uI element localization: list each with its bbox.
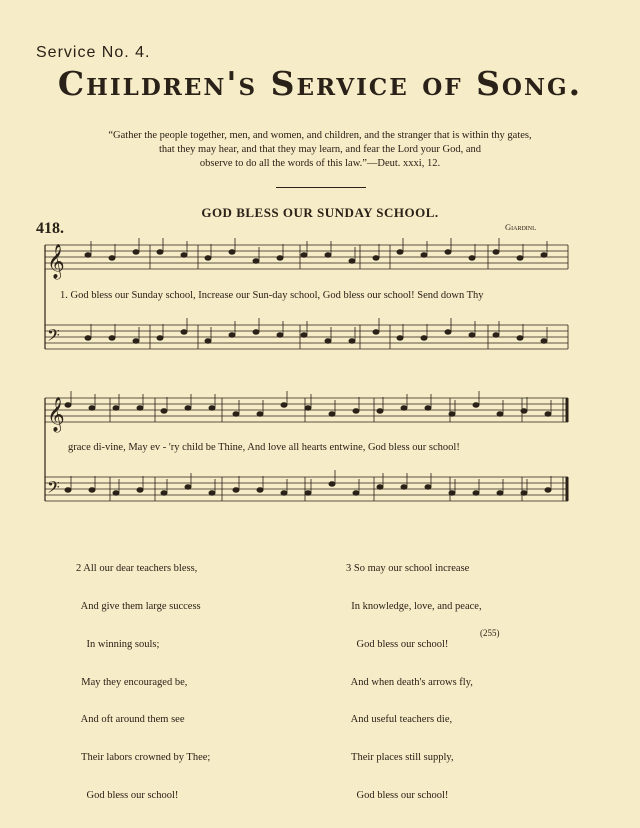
composer-name: Giardini. xyxy=(505,222,537,232)
note-head xyxy=(377,409,383,413)
verse-2 xyxy=(76,538,210,828)
note-head xyxy=(401,485,407,489)
note-head xyxy=(205,256,211,260)
note-head xyxy=(421,253,427,257)
note-head xyxy=(253,259,259,263)
note-head xyxy=(445,250,451,254)
note-head xyxy=(205,339,211,343)
note-head xyxy=(133,339,139,343)
verse-3-line: Their places still supply, xyxy=(346,752,454,764)
note-head xyxy=(541,253,547,257)
note-head xyxy=(89,406,95,410)
note-head xyxy=(329,482,335,486)
note-head xyxy=(229,250,235,254)
note-head xyxy=(209,406,215,410)
note-head xyxy=(157,250,163,254)
note-head xyxy=(373,330,379,334)
note-head xyxy=(473,403,479,407)
note-head xyxy=(281,403,287,407)
note-head xyxy=(209,491,215,495)
verse-3 xyxy=(346,538,482,828)
verse-2-line: And give them large success xyxy=(76,600,201,612)
note-head xyxy=(521,491,527,495)
clefs xyxy=(47,244,65,501)
service-number: Service No. 4. xyxy=(36,44,151,61)
note-head xyxy=(493,250,499,254)
note-head xyxy=(281,491,287,495)
note-head xyxy=(277,333,283,337)
note-head xyxy=(85,336,91,340)
note-head xyxy=(185,485,191,489)
note-heads xyxy=(65,238,551,495)
note-head xyxy=(497,412,503,416)
epigraph-line-1: “Gather the people together, men, and women, and children, and the stranger that is within thy gates, xyxy=(108,130,532,141)
note-head xyxy=(469,256,475,260)
note-head xyxy=(353,491,359,495)
verse-3-line: And useful teachers die, xyxy=(346,714,453,726)
verse-2-line: 2 All our dear teachers bless, xyxy=(76,563,198,575)
hymn-number: 418. xyxy=(36,220,64,237)
note-head xyxy=(229,333,235,337)
note-head xyxy=(257,488,263,492)
note-head xyxy=(517,336,523,340)
note-head xyxy=(305,406,311,410)
note-head xyxy=(329,412,335,416)
epigraph-line-3: observe to do all the words of this law.”—Deut. xxxi, 12. xyxy=(199,158,441,169)
verse-3-line: 3 So may our school increase xyxy=(346,563,470,575)
verse-2-line: May they encouraged be, xyxy=(76,676,188,688)
verse-3-line: God bless our school! xyxy=(346,638,449,650)
note-head xyxy=(137,488,143,492)
note-head xyxy=(517,256,523,260)
note-head xyxy=(65,488,71,492)
note-head xyxy=(65,403,71,407)
note-head xyxy=(109,336,115,340)
note-head xyxy=(541,339,547,343)
note-head xyxy=(349,259,355,263)
note-head xyxy=(133,250,139,254)
note-head xyxy=(521,409,527,413)
note-head xyxy=(181,330,187,334)
verse-3-line: And when death's arrows fly, xyxy=(346,676,473,688)
bass-clef-icon: 𝄢 xyxy=(47,325,60,349)
note-head xyxy=(401,406,407,410)
note-head xyxy=(85,253,91,257)
treble-clef-icon: 𝄞 xyxy=(47,397,65,432)
page-title: Children's Service of Song. xyxy=(57,64,583,103)
note-head xyxy=(425,485,431,489)
note-head xyxy=(425,406,431,410)
note-head xyxy=(469,333,475,337)
verse-2-line: In winning souls; xyxy=(76,638,160,650)
page-number: (255) xyxy=(480,628,500,638)
verse-2-line: God bless our school! xyxy=(76,789,179,801)
note-head xyxy=(301,333,307,337)
note-head xyxy=(157,336,163,340)
note-head xyxy=(257,412,263,416)
note-head xyxy=(181,253,187,257)
note-head xyxy=(161,491,167,495)
note-head xyxy=(89,488,95,492)
note-head xyxy=(353,409,359,413)
note-head xyxy=(301,253,307,257)
note-head xyxy=(325,339,331,343)
note-head xyxy=(493,333,499,337)
verse-2-line: And oft around them see xyxy=(76,714,185,726)
note-head xyxy=(397,250,403,254)
note-head xyxy=(185,406,191,410)
note-head xyxy=(113,491,119,495)
lyric-line-2: grace di-vine, May ev - 'ry child be Thine, And love all hearts entwine, God bless our school! xyxy=(68,442,460,453)
note-head xyxy=(545,412,551,416)
bass-clef-icon: 𝄢 xyxy=(47,477,60,501)
lyric-line-1: 1. God bless our Sunday school, Increase our Sun-day school, God bless our school! Send down Thy xyxy=(60,290,484,301)
note-head xyxy=(233,488,239,492)
note-head xyxy=(473,491,479,495)
verse-3-line: In knowledge, love, and peace, xyxy=(346,600,482,612)
note-head xyxy=(449,491,455,495)
bass-staff-2 xyxy=(45,477,568,501)
note-head xyxy=(373,256,379,260)
note-head xyxy=(445,330,451,334)
note-head xyxy=(277,256,283,260)
note-head xyxy=(161,409,167,413)
note-head xyxy=(137,406,143,410)
verse-2-line: Their labors crowned by Thee; xyxy=(76,752,211,764)
verse-3-line: God bless our school! xyxy=(346,789,449,801)
note-head xyxy=(497,491,503,495)
note-head xyxy=(377,485,383,489)
note-head xyxy=(253,330,259,334)
treble-clef-icon: 𝄞 xyxy=(47,244,65,279)
note-head xyxy=(233,412,239,416)
note-head xyxy=(421,336,427,340)
note-head xyxy=(449,412,455,416)
epigraph-line-2: that they may hear, and that they may learn, and fear the Lord your God, and xyxy=(158,144,482,155)
note-head xyxy=(545,488,551,492)
note-head xyxy=(349,339,355,343)
note-head xyxy=(325,253,331,257)
note-head xyxy=(397,336,403,340)
hymn-title: GOD BLESS OUR SUNDAY SCHOOL. xyxy=(201,205,439,220)
note-head xyxy=(305,491,311,495)
note-head xyxy=(109,256,115,260)
note-head xyxy=(113,406,119,410)
